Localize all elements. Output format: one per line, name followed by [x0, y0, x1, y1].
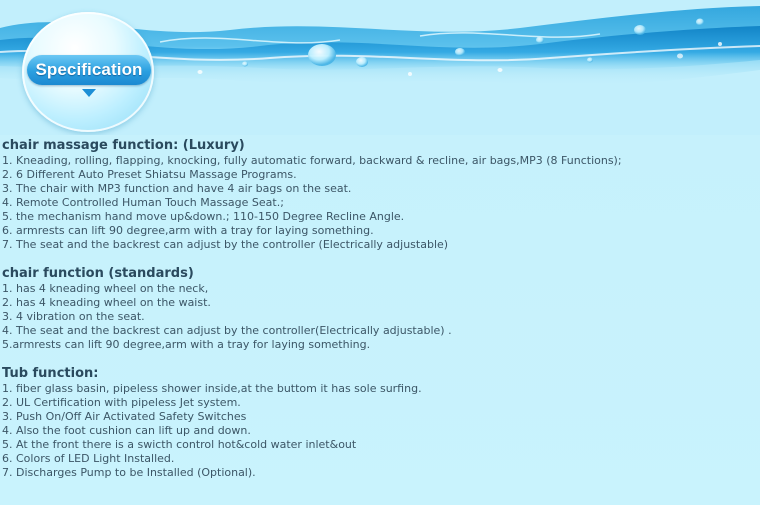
list-item: 2. 6 Different Auto Preset Shiatsu Massage Programs.: [2, 168, 297, 181]
list-item: 3. 4 vibration on the seat.: [2, 310, 145, 323]
list-item: 5.armrests can lift 90 degree,arm with a tray for laying something.: [2, 338, 371, 351]
section-title: chair massage function: (Luxury): [2, 138, 245, 153]
specification-content: [2, 138, 752, 480]
list-item: 5. At the front there is a swicth control hot&cold water inlet&out: [2, 438, 357, 451]
list-item: 6. Colors of LED Light Installed.: [2, 452, 175, 465]
list-item: 5. the mechanism hand move up&down.; 110-150 Degree Recline Angle.: [2, 210, 405, 223]
list-item: 2. has 4 kneading wheel on the waist.: [2, 296, 211, 309]
list-item: 3. The chair with MP3 function and have 4 air bags on the seat.: [2, 182, 352, 195]
specification-badge: [27, 55, 151, 85]
section-title: chair function (standards): [2, 266, 194, 281]
list-item: 1. fiber glass basin, pipeless shower inside,at the buttom it has sole surfing.: [2, 382, 422, 395]
section-tub-function: [2, 366, 752, 480]
specification-label: Specification: [35, 60, 143, 79]
list-item: 3. Push On/Off Air Activated Safety Switches: [2, 410, 247, 423]
water-splash-header: [0, 0, 760, 135]
list-item: 1. Kneading, rolling, flapping, knocking, fully automatic forward, backward & recline, air bags,MP3 (8 Functions);: [2, 154, 622, 167]
list-item: 4. The seat and the backrest can adjust by the controller(Electrically adjustable) .: [2, 324, 452, 337]
section-spacer: [2, 352, 752, 366]
list-item: 7. Discharges Pump to be Installed (Optional).: [2, 466, 256, 479]
section-chair-massage-function: [2, 138, 752, 252]
list-item: 1. has 4 kneading wheel on the neck,: [2, 282, 209, 295]
list-item: 4. Remote Controlled Human Touch Massage Seat.;: [2, 196, 284, 209]
section-spacer: [2, 252, 752, 266]
section-title: Tub function:: [2, 366, 99, 381]
down-arrow-icon: [82, 89, 96, 97]
section-chair-function: [2, 266, 752, 352]
list-item: 2. UL Certification with pipeless Jet system.: [2, 396, 241, 409]
list-item: 6. armrests can lift 90 degree,arm with a tray for laying something.: [2, 224, 374, 237]
list-item: 4. Also the foot cushion can lift up and down.: [2, 424, 251, 437]
list-item: 7. The seat and the backrest can adjust by the controller (Electrically adjustable): [2, 238, 449, 251]
